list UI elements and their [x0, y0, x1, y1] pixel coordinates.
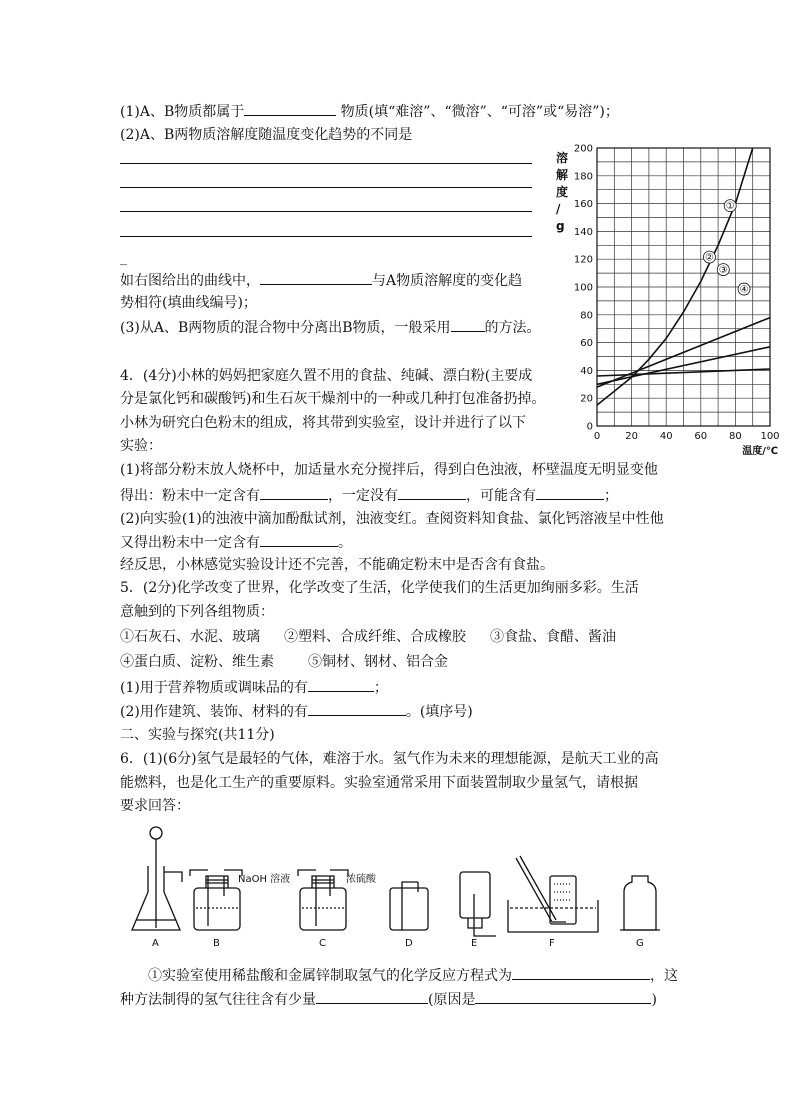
x-tick-label: 60 [694, 431, 708, 442]
y-axis-label-char: 度 [556, 185, 569, 199]
q3-part2: (2)A、B两物质溶解度随温度变化趋势的不同是 [120, 127, 413, 143]
q6-line-4: ①实验室使用稀盐酸和金属锌制取氢气的化学反应方程式为 ，这 [148, 965, 678, 986]
curve-label-3: ③ [718, 265, 728, 277]
q6-line-2: 能燃料，也是化工生产的重要原料。实验室通常采用下面装置制取少量氢气，请根据 [120, 775, 638, 791]
q4-line-7: (2)向实验(1)的浊液中滴加酚酞试剂，浊液变红。查阅资料知食盐、氯化钙溶液呈中性他 [120, 511, 664, 527]
q4-line-6: 得出：粉末中一定含有 ，一定没有 ，可能含有 ； [120, 485, 618, 506]
section-heading: 二、实验与探究(共11分) [120, 727, 275, 743]
y-axis-label-char: 解 [556, 168, 569, 182]
answer-line[interactable] [120, 163, 532, 164]
inverted-bottle-e-icon [460, 872, 496, 936]
y-tick-label: 20 [580, 393, 593, 405]
answer-blank[interactable] [244, 101, 336, 116]
y-tick-label: 80 [580, 310, 593, 322]
series-line-1 [597, 148, 753, 405]
solubility-chart [552, 140, 782, 457]
trough-f-icon [508, 856, 598, 932]
q4-line-8: 又得出粉末中一定含有 。 [120, 532, 352, 553]
q4-line-4: 实验： [120, 438, 162, 454]
apparatus-label-g: G [636, 938, 644, 949]
x-tick-label: 100 [760, 431, 780, 442]
y-tick-label: 180 [573, 171, 593, 183]
q3-part3: (3)从A、B两物质的混合物中分离出B物质，一般采用 的方法。 [120, 317, 541, 338]
y-axis-label-char: / [556, 202, 561, 216]
q4-line-3: 小林为研究白色粉末的组成，将其带到实验室，设计并进行了以下 [120, 415, 526, 431]
curve-label-1: ① [725, 201, 735, 213]
stray-mark: _ [120, 250, 127, 266]
q5-line-2: 意触到的下列各组物质： [120, 604, 274, 620]
curve-label-2: ② [704, 252, 714, 264]
q4-line-2: 分是氯化钙和碳酸钙)和生石灰干燥剂中的一种或几种打包准备扔掉。 [120, 391, 546, 407]
q5-line-1: 5．(2分)化学改变了世界，化学改变了生活，化学使我们的生活更加绚丽多彩。生活 [120, 580, 639, 596]
acid-label: 浓硫酸 [346, 874, 376, 885]
q3-curve-line-2: 势相符(填曲线编号)； [120, 295, 257, 311]
q4-line-5: (1)将部分粉末放人烧杯中，加适量水充分搅拌后，得到白色浊液，杯壁温度无明显变他 [120, 462, 658, 478]
wash-bottle-b-icon [190, 870, 242, 930]
answer-blank[interactable] [512, 965, 650, 980]
answer-blank[interactable] [316, 989, 428, 1004]
answer-line[interactable] [120, 236, 532, 237]
apparatus-label-c: C [319, 938, 326, 949]
q5-options-row-1: ①石灰石、水泥、玻璃 ②塑料、合成纤维、合成橡胶 ③食盐、食醋、酱油 [120, 629, 616, 645]
apparatus-label-f: F [549, 938, 555, 949]
y-tick-label: 0 [586, 421, 593, 433]
apparatus-label-b: B [213, 938, 220, 949]
answer-blank[interactable] [398, 485, 466, 500]
y-axis-label-char: g [556, 219, 565, 233]
flask-a-icon [132, 827, 182, 930]
q3-part1: (1)A、B物质都属于 物质(填“难溶”、“微溶”、“可溶”或“易溶”)； [120, 101, 619, 122]
apparatus-label-d: D [405, 938, 413, 949]
y-tick-label: 120 [573, 254, 593, 266]
q6-line-3: 要求回答： [120, 798, 190, 814]
answer-line[interactable] [120, 211, 532, 212]
y-tick-label: 60 [580, 338, 593, 350]
y-axis-label-char: 溶 [556, 151, 569, 165]
answer-blank[interactable] [260, 270, 372, 285]
apparatus-label-e: E [471, 938, 478, 949]
answer-line[interactable] [120, 187, 532, 188]
x-tick-label: 0 [593, 431, 601, 442]
answer-blank[interactable] [260, 485, 328, 500]
q4-line-1: 4．(4分)小林的妈妈把家庭久置不用的食盐、纯碱、漂白粉(主要成 [120, 368, 533, 384]
x-axis-label: 温度/℃ [742, 446, 778, 457]
y-tick-label: 40 [580, 365, 593, 377]
answer-blank[interactable] [536, 485, 604, 500]
x-tick-label: 20 [625, 431, 638, 442]
q4-line-9: 经反思，小林感觉实验设计还不完善，不能确定粉末中是否含有食盐。 [120, 557, 554, 573]
answer-blank[interactable] [308, 701, 406, 716]
curve-label-4: ④ [739, 284, 749, 296]
y-tick-label: 140 [573, 226, 593, 238]
q5-sub-1: (1)用于营养物质或调味品的有 ； [120, 677, 388, 698]
apparatus-figure [120, 822, 680, 952]
answer-blank[interactable] [475, 989, 651, 1004]
q3-curve-line: 如右图给出的曲线中， 与A物质溶解度的变化趋 [120, 270, 522, 291]
q5-options-row-2: ④蛋白质、淀粉、维生素 ⑤铜材、钢材、铝合金 [120, 654, 448, 670]
y-tick-label: 100 [573, 282, 593, 294]
q5-sub-2: (2)用作建筑、装饰、材料的有 。(填序号) [120, 701, 473, 722]
naoh-label: NaOH 溶液 [238, 874, 291, 885]
q6-line-5: 种方法制得的氢气往往含有少量 (原因是 ) [120, 989, 657, 1010]
answer-blank[interactable] [308, 677, 374, 692]
gas-jar-d-icon [390, 882, 428, 930]
answer-blank[interactable] [451, 317, 485, 332]
apparatus-label-a: A [152, 938, 159, 949]
wash-bottle-c-icon [298, 870, 348, 930]
y-tick-label: 200 [573, 143, 593, 155]
answer-blank[interactable] [260, 532, 338, 547]
x-tick-label: 80 [729, 431, 742, 442]
q6-line-1: 6．(1)(6分)氢气是最轻的气体，难溶于水。氢气作为未来的理想能源，是航天工业的高 [120, 751, 659, 767]
x-tick-label: 40 [659, 431, 673, 442]
jar-g-icon [620, 876, 660, 930]
y-tick-label: 160 [573, 199, 593, 211]
